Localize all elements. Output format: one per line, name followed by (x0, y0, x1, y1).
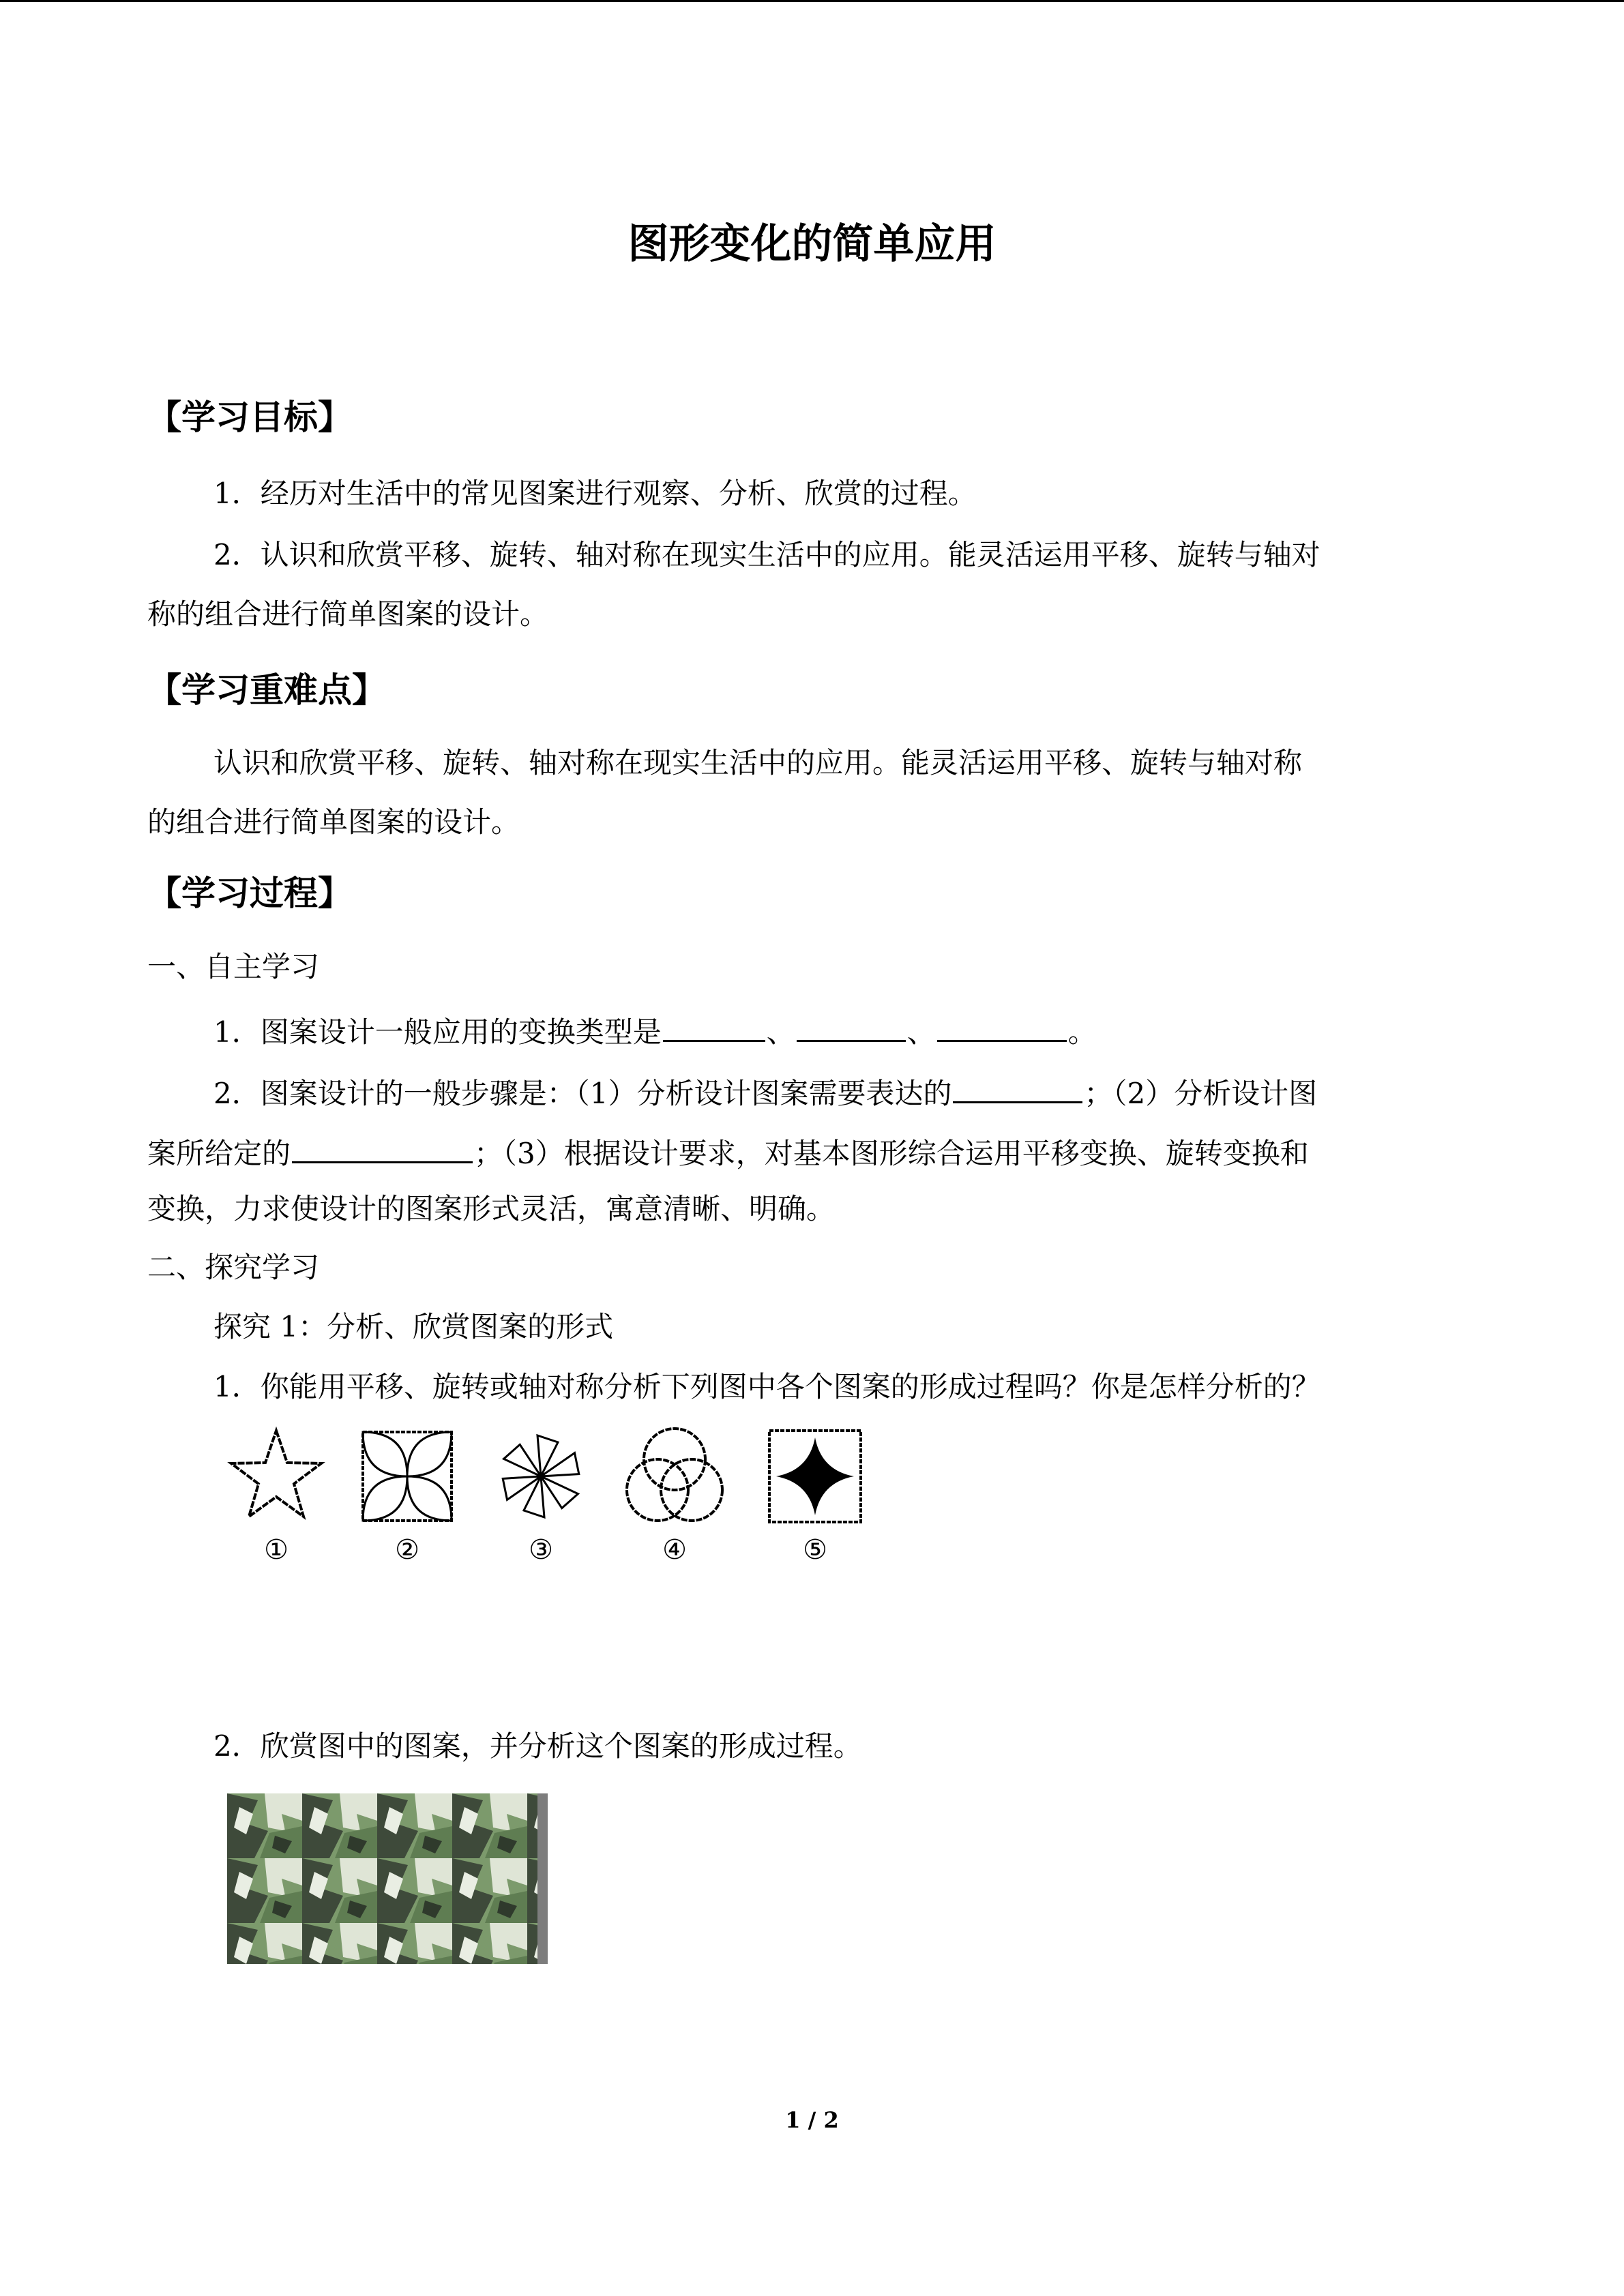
document-title: 图形变化的简单应用 (628, 220, 996, 268)
q2-line2-prefix: 案所给定的 (147, 1137, 291, 1170)
figure-label: ⑤ (803, 1534, 827, 1566)
figure-label: ④ (662, 1534, 687, 1566)
goal-item-2-line-1: 2．认识和欣赏平移、旋转、轴对称在现实生活中的应用。能灵活运用平移、旋转与轴对 (213, 538, 1320, 571)
explore-1-title: 探究 1：分析、欣赏图案的形式 (213, 1310, 614, 1343)
pinwheel-pattern-icon (490, 1425, 592, 1527)
separator: 、 (906, 1015, 936, 1049)
part1-question-2-line-1 (213, 1074, 1317, 1108)
key-points-line-1: 认识和欣赏平移、旋转、轴对称在现实生活中的应用。能灵活运用平移、旋转与轴对称 (213, 746, 1303, 779)
figure-label: ① (264, 1534, 289, 1566)
key-points-line-2: 的组合进行简单图案的设计。 (147, 805, 520, 839)
part1-question-1 (213, 1013, 1097, 1047)
figure-2-square-petals (356, 1425, 458, 1575)
page-top-rule (0, 0, 1624, 2)
figure-1-star (225, 1425, 327, 1575)
part2-title: 二、探究学习 (147, 1251, 320, 1284)
q1-prefix: 1．图案设计一般应用的变换类型是 (213, 1015, 662, 1049)
heading-key-points: 【学习重难点】 (147, 670, 386, 710)
goal-item-2-line-2: 称的组合进行简单图案的设计。 (147, 597, 549, 631)
q2-line2-suffix: ；（3）根据设计要求，对基本图形综合运用平移变换、旋转变换和 (474, 1137, 1309, 1170)
blank-5[interactable] (292, 1134, 473, 1163)
square-star-pattern-icon (764, 1425, 866, 1527)
figure-5-square-star (764, 1425, 866, 1575)
goal-item-1: 1．经历对生活中的常见图案进行观察、分析、欣赏的过程。 (213, 477, 977, 510)
star-pattern-icon (225, 1425, 327, 1527)
figure-label: ② (395, 1534, 419, 1566)
square-petal-pattern-icon (356, 1425, 458, 1527)
figure-label: ③ (529, 1534, 553, 1566)
three-circles-pattern-icon (623, 1425, 726, 1527)
part1-question-2-line-3: 变换，力求使设计的图案形式灵活，寓意清晰、明确。 (147, 1192, 836, 1225)
page-number: 1 / 2 (785, 2107, 839, 2133)
q2-prefix: 2．图案设计的一般步骤是：（1）分析设计图案需要表达的 (213, 1077, 952, 1110)
tessellation-lizard-image (227, 1793, 548, 1964)
q2-mid: ；（2）分析设计图 (1084, 1077, 1318, 1110)
heading-learning-process: 【学习过程】 (147, 874, 352, 913)
period: 。 (1067, 1015, 1097, 1049)
part1-title: 一、自主学习 (147, 950, 320, 983)
figure-4-three-circles (623, 1425, 726, 1575)
blank-3[interactable] (937, 1013, 1067, 1042)
heading-learning-goals: 【学习目标】 (147, 398, 352, 437)
blank-1[interactable] (663, 1013, 765, 1042)
part2-question-1: 1．你能用平移、旋转或轴对称分析下列图中各个图案的形成过程吗？你是怎样分析的？ (213, 1370, 1320, 1403)
part2-question-2: 2．欣赏图中的图案，并分析这个图案的形成过程。 (213, 1729, 862, 1763)
separator: 、 (766, 1015, 795, 1049)
pattern-figures (225, 1425, 894, 1575)
blank-4[interactable] (953, 1074, 1082, 1103)
blank-2[interactable] (797, 1013, 906, 1042)
figure-3-pinwheel (490, 1425, 592, 1575)
part1-question-2-line-2 (147, 1134, 1309, 1168)
